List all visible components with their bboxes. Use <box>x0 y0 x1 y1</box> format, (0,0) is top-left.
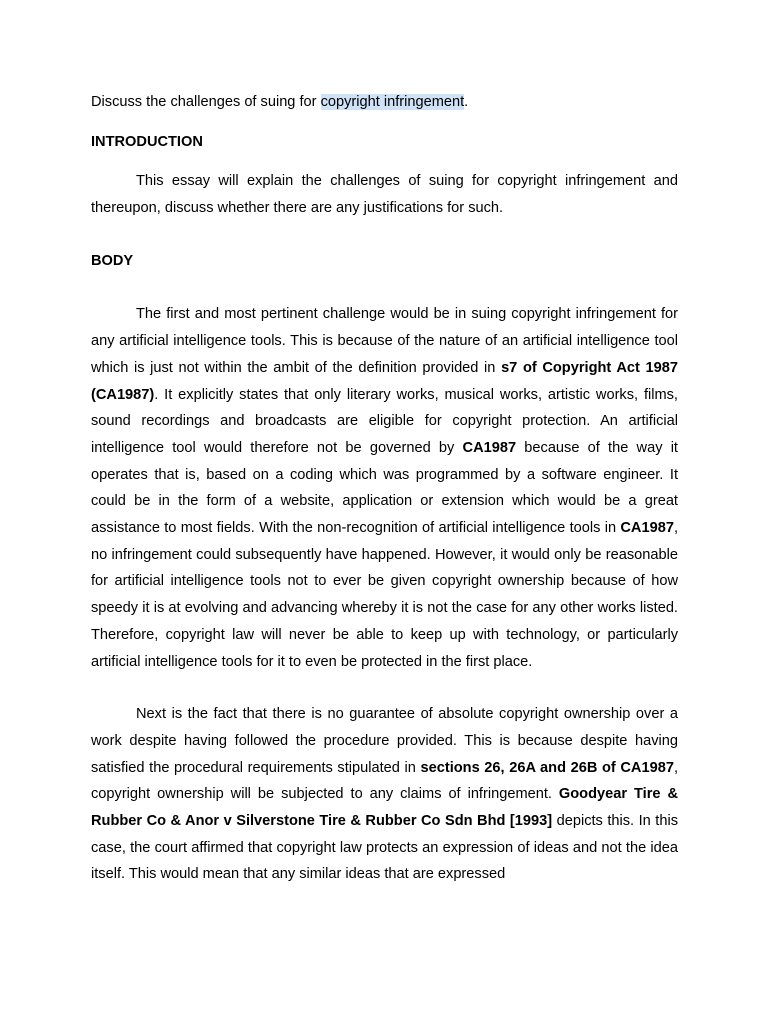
paragraph-text: depicts this. In this case, the court affirmed that copyright law protects an expression of ideas and not the idea itself. This would mean that any similar ideas that are expressed <box>91 813 678 883</box>
introduction-heading: INTRODUCTION <box>91 134 203 150</box>
statute-reference: s7 of Copyright Act 1987 (CA1987) <box>91 359 678 403</box>
question-text: Discuss the challenges of suing for <box>91 94 321 110</box>
statute-reference: CA1987 <box>620 520 674 537</box>
paragraph-text: Next is the fact that there is no guarantee of absolute copyright ownership over a work despite having followed the procedure provided. This is because despite having satisfied the procedural requirements stipulated in <box>91 706 678 776</box>
paragraph-text: . It explicitly states that only literary works, musical works, artistic works, films, sound recordings and broadcasts are eligible for copyright protection. An artificial intelligence tool would therefore not be governed by <box>91 386 678 456</box>
statute-reference: CA1987 <box>462 439 517 456</box>
essay-question <box>91 88 678 116</box>
statute-reference: sections 26, 26A and 26B of CA1987 <box>420 759 674 776</box>
body-heading: BODY <box>91 253 134 270</box>
question-end: . <box>464 94 469 110</box>
highlighted-text[interactable]: copyright infringement <box>320 94 465 110</box>
body-paragraph-2 <box>91 701 678 888</box>
paragraph-text: , no infringement could subsequently have happened. However, it would only be reasonable for artificial intelligence tools not to ever be given copyright ownership because of how speedy it is at evolving and advancing whereby it is not the case for any other works listed. Therefore, copyright law will never be able to keep up with technology, or particularly artificial intelligence tools for it to even be protected in the first place. <box>91 520 678 670</box>
body-paragraph-1 <box>91 301 678 675</box>
paragraph-text: The first and most pertinent challenge would be in suing copyright infringement for any artificial intelligence tools. This is because of the nature of an artificial intelligence tool which is just not within the ambit of the definition provided in <box>91 306 678 376</box>
case-citation: Goodyear Tire & Rubber Co & Anor v Silverstone Tire & Rubber Co Sdn Bhd [1993] <box>91 786 678 830</box>
document-content <box>91 88 678 888</box>
paragraph-text: because of the way it operates that is, based on a coding which was programmed by a software engineer. It could be in the form of a website, application or extension which would be a great assistance to most fields. With the non-recognition of artificial intelligence tools in <box>91 439 678 537</box>
paragraph-text: , copyright ownership will be subjected to any claims of infringement. <box>91 759 679 803</box>
introduction-paragraph: This essay will explain the challenges of suing for copyright infringement and thereupon, discuss whether there are any justifications for such. <box>91 173 678 216</box>
